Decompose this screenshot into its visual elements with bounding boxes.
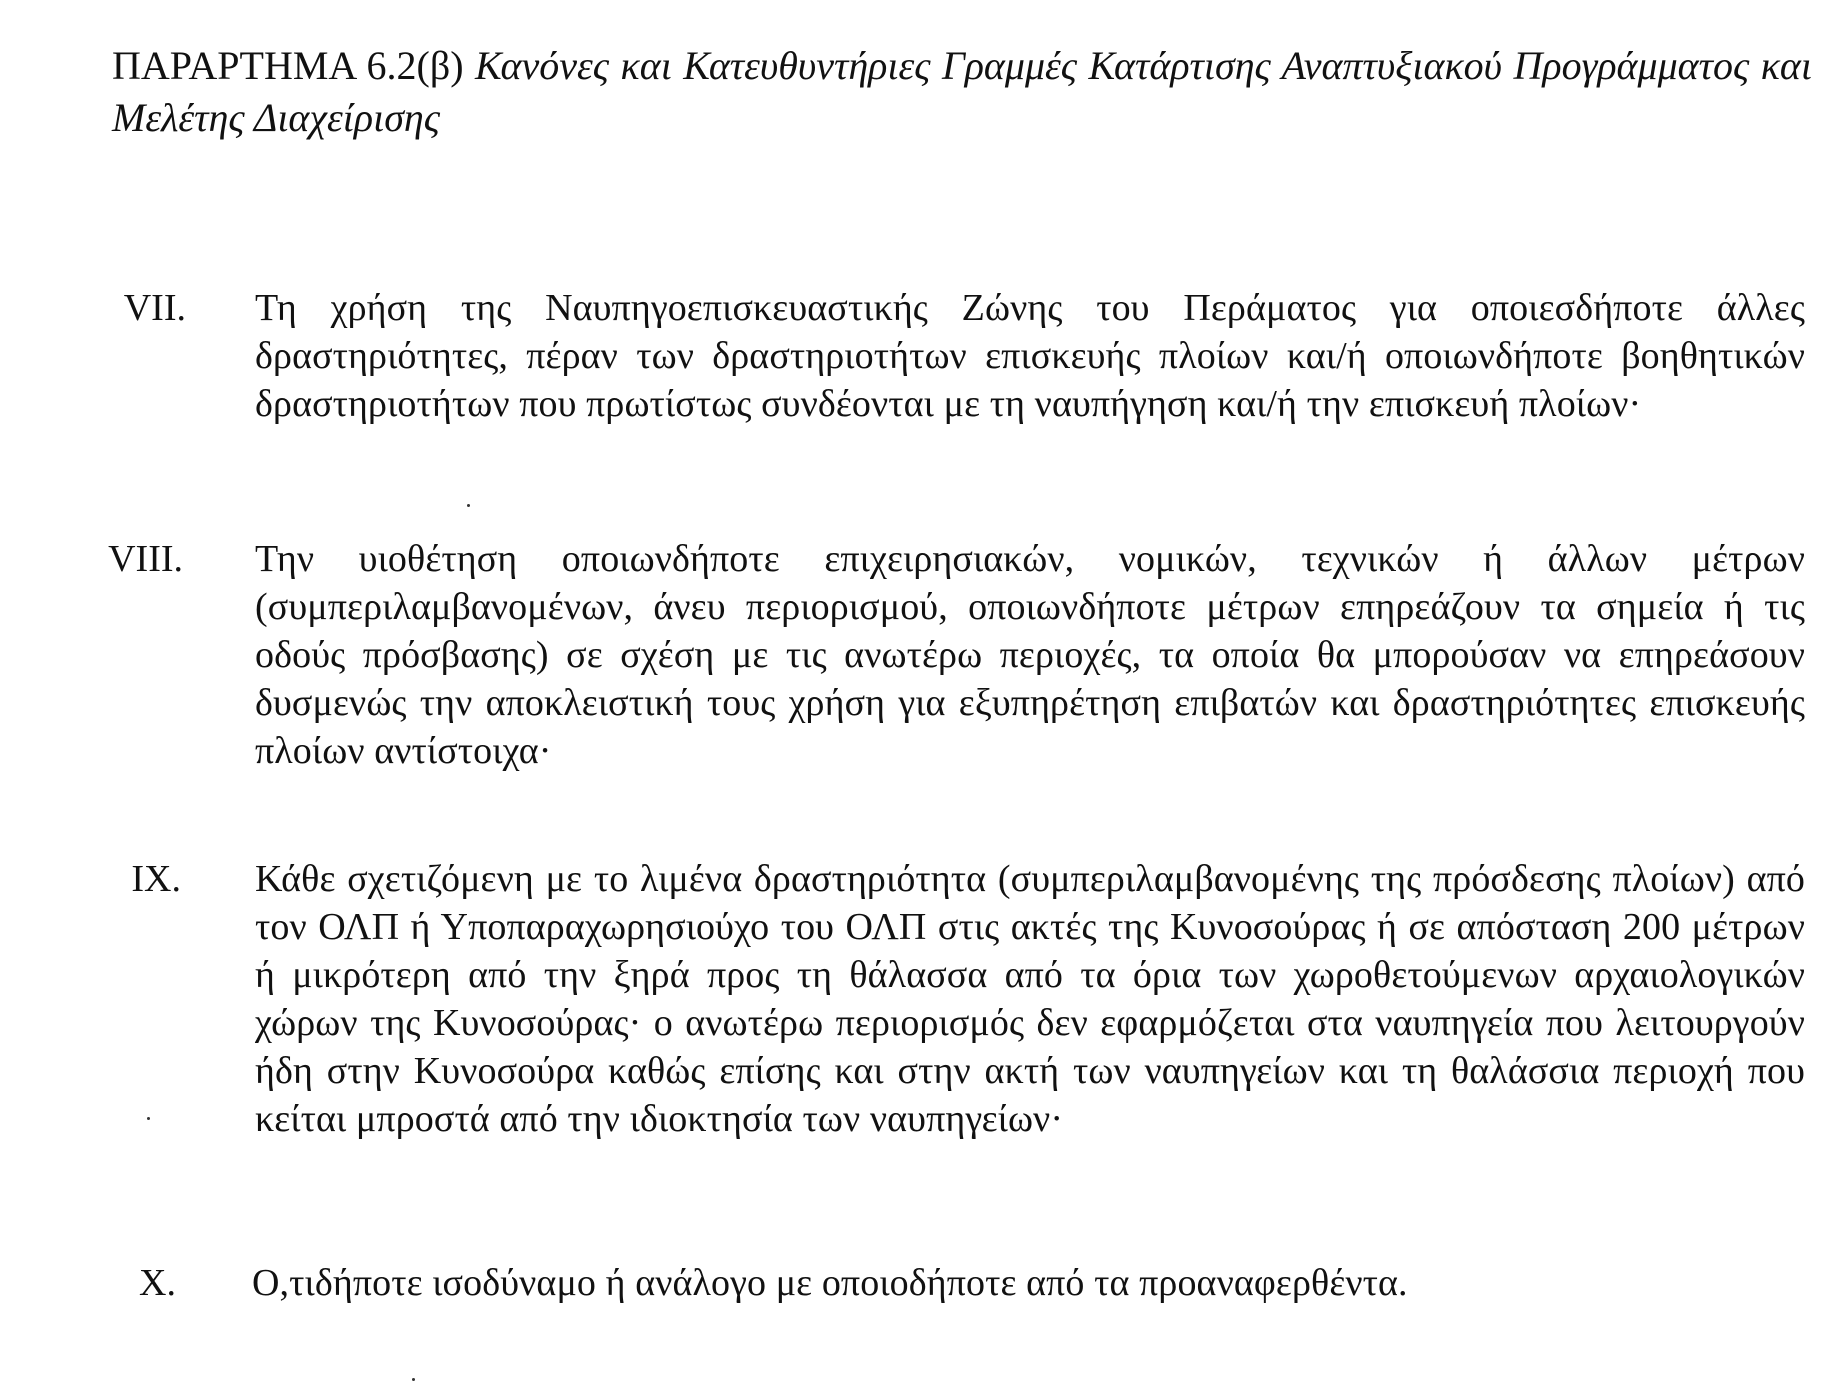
annex-number: ΠΑΡΑΡΤΗΜΑ 6.2(β) [112, 43, 464, 88]
item-text: Κάθε σχετιζόμενη με το λιμένα δραστηριότητα (συμπεριλαμβανομένης της πρόσδεσης πλοίων) από τον ΟΛΠ ή Υποπαραχωρησιούχο του ΟΛΠ στις ακτές της Κυνοσούρας ή σε απόσταση 200 μέτρων ή μικρότερη από την ξηρά προς τη θάλασσα από τα όρια των χωροθετούμενων αρχαιολογικών χώρων της Κυνοσούρας· ο ανωτέρω περιορισμός δεν εφαρμόζεται στα ναυπηγεία που λειτουργούν ήδη στην Κυνοσούρα καθώς επίσης και στην ακτή των ναυπηγείων και τη θαλάσσια περιοχή που κείται μπροστά από την ιδιοκτησία των ναυπηγείων· [255, 858, 1805, 1140]
scan-speck [467, 504, 470, 507]
item-text: Την υιοθέτηση οποιωνδήποτε επιχειρησιακών, νομικών, τεχνικών ή άλλων μέτρων (συμπεριλαμβανομένων, άνευ περιορισμού, οποιωνδήποτε μέτρων επηρεάζουν τα σημεία ή τις οδούς πρόσβασης) σε σχέση με τις ανωτέρω περιοχές, τα οποία θα μπορούσαν να επηρεάσουν δυσμενώς την αποκλειστική τους χρήση για εξυπηρέτηση επιβατών και δραστηριότητες επισκευής πλοίων αντίστοιχα· [255, 538, 1805, 772]
item-text: Ο,τιδήποτε ισοδύναμο ή ανάλογο με οποιοδήποτε από τα προαναφερθέντα. [252, 1262, 1408, 1304]
item-numeral: X. [139, 1262, 176, 1304]
annex-title: Κανόνες και Κατευθυντήριες Γραμμές Κατάρτισης Αναπτυξιακού Προγράμματος και Μελέτης Διαχείρισης [112, 43, 1812, 140]
item-numeral: IX. [131, 858, 181, 900]
scan-speck [147, 1117, 150, 1120]
item-numeral: VIII. [108, 538, 183, 580]
item-numeral: VII. [123, 287, 186, 329]
scan-speck [412, 1378, 415, 1381]
item-text: Τη χρήση της Ναυπηγοεπισκευαστικής Ζώνης του Περάματος για οποιεσδήποτε άλλες δραστηριότητες, πέραν των δραστηριοτήτων επισκευής πλοίων και/ή οποιωνδήποτε βοηθητικών δραστηριοτήτων που πρωτίστως συνδέονται με τη ναυπήγηση και/ή την επισκευή πλοίων· [255, 287, 1805, 425]
annex-heading [112, 40, 1812, 144]
